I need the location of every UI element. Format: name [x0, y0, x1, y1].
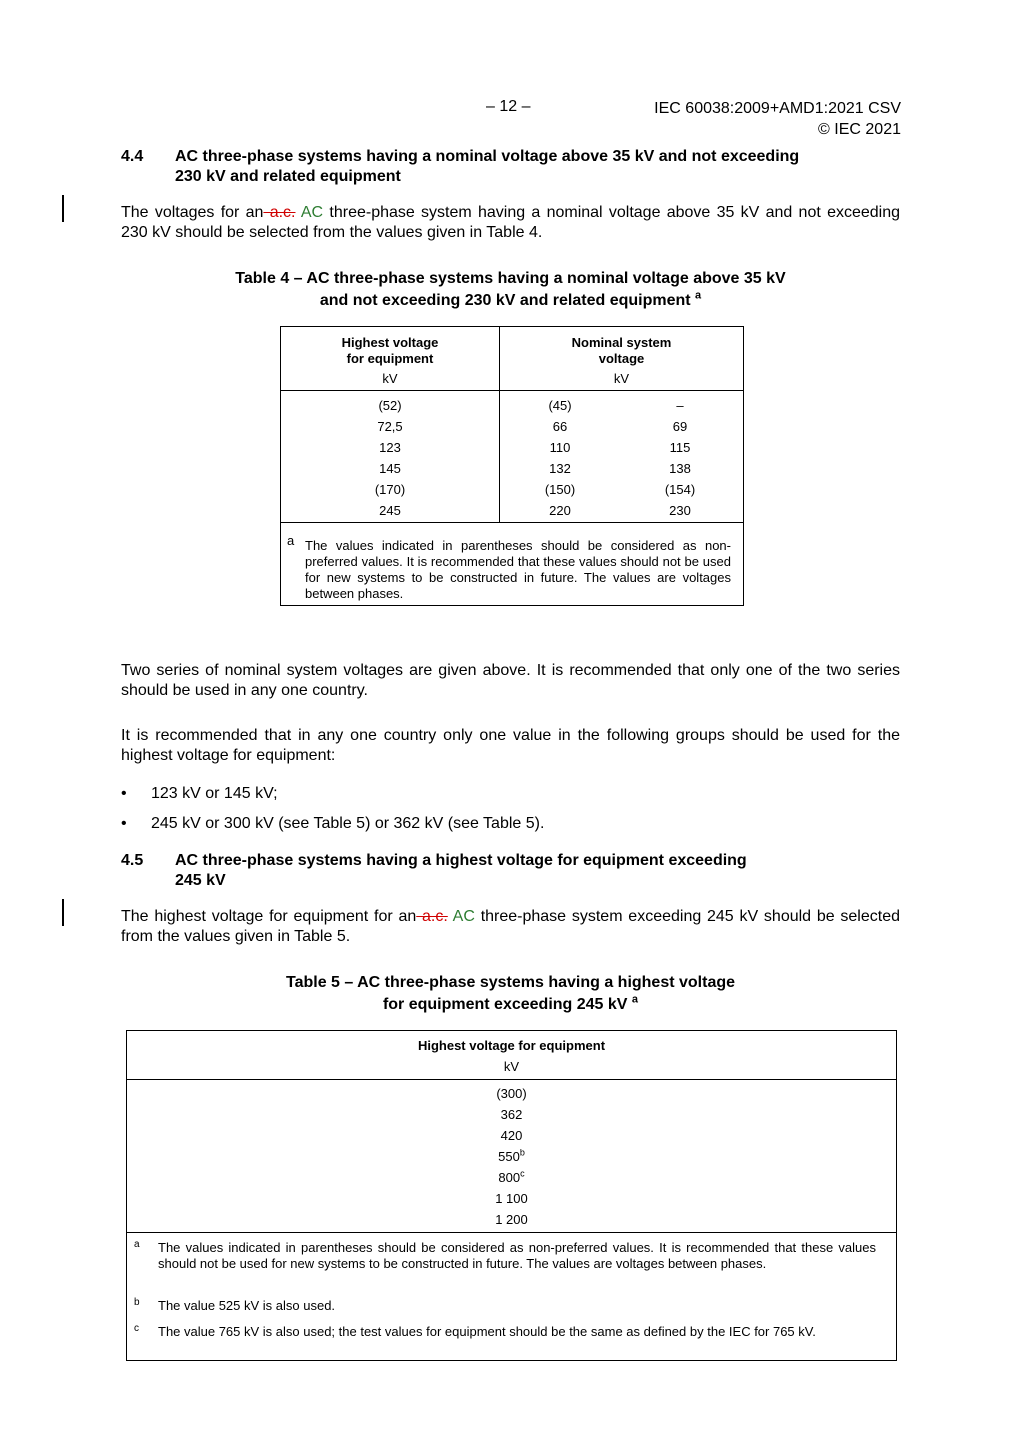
page-number: – 12 – — [486, 98, 531, 115]
table5-caption-line2: for equipment exceeding 245 kV — [382, 996, 628, 1013]
section-number: 4.4 — [121, 148, 144, 165]
table5-cell: 550$^b$ — [498, 1147, 525, 1164]
section-title-line2: 245 kV — [175, 872, 226, 889]
table5-cell: 420 — [500, 1128, 523, 1143]
section-4-5-paragraph: The highest voltage for equipment for an a.c. AC three-phase system exceeding 245 kV should be selected from the values given in Table 5. — [121, 908, 900, 945]
table4-caption — [121, 268, 900, 312]
section-4-4-paragraph: The voltages for an a.c. AC three-phase system having a nominal voltage above 35 kV and not exceeding 230 kV should be selected from the values given in Table 4. — [121, 204, 901, 241]
table4-cell: 132 — [549, 461, 571, 476]
footnote-reference: b — [519, 1147, 525, 1158]
table4-cell: (170) — [374, 482, 406, 497]
table-divider — [281, 390, 743, 391]
table5-footnote-mark: a — [134, 1239, 140, 1250]
deleted-text: a.c. — [416, 908, 448, 925]
table4-cell: 220 — [549, 503, 571, 518]
table-divider — [127, 1232, 896, 1233]
table4-cell: – — [676, 398, 684, 413]
table5-footnote-text: The values indicated in parentheses should be considered as non-preferred values. It is recommended that these values should not be used for new systems to be constructed in future. The values are voltages between phases. — [158, 1240, 876, 1271]
table4-cell: 110 — [549, 440, 571, 455]
table5-caption — [121, 972, 900, 1016]
table5-footnote-mark: b — [134, 1297, 140, 1308]
table4-cell: (52) — [378, 398, 402, 413]
table4-col1-header: Highest voltage for equipment — [341, 335, 439, 366]
change-bar — [62, 195, 64, 222]
table4-cell: 115 — [669, 440, 691, 455]
table4-footnote-text: The values indicated in parentheses should be considered as non-preferred values. It is recommended that these values should not be used for new systems to be constructed in future. The values are voltages between phases. — [305, 538, 731, 601]
table4-col2-header: Nominal system voltage — [571, 335, 672, 366]
table4 — [280, 326, 744, 606]
inserted-text: AC — [447, 908, 475, 925]
table4-caption-line2: and not exceeding 230 kV and related equipment — [319, 292, 691, 309]
table4-cell: 245 — [379, 503, 401, 518]
table4-cell: (45) — [548, 398, 572, 413]
series-paragraph: Two series of nominal system voltages are given above. It is recommended that only one of the two series should be used in any one country. — [121, 662, 900, 699]
table5-footnote-text: The value 765 kV is also used; the test values for equipment should be the same as defined by the IEC for 765 kV. — [158, 1324, 816, 1339]
document-header — [654, 98, 901, 140]
table-divider — [127, 1079, 896, 1080]
section-4-5-heading — [121, 851, 911, 893]
table4-col1-unit: kV — [382, 371, 398, 386]
section-number: 4.5 — [121, 852, 144, 869]
table4-caption-line1: Table 4 – AC three-phase systems having a nominal voltage above 35 kV — [235, 270, 786, 287]
document-id: IEC 60038:2009+AMD1:2021 CSV — [654, 100, 901, 117]
table-divider — [281, 522, 743, 523]
section-4-4-heading — [121, 147, 911, 189]
table5-cell: 1 200 — [495, 1212, 528, 1227]
table4-cell: 69 — [672, 419, 688, 434]
table4-footnote-mark: a — [287, 533, 295, 548]
section-title-line2: 230 kV and related equipment — [175, 168, 401, 185]
table4-caption-note: a — [695, 289, 702, 302]
table5-caption-line1: Table 5 – AC three-phase systems having a highest voltage — [285, 974, 736, 991]
bullet-icon: • — [121, 785, 127, 802]
table4-cell: 138 — [669, 461, 691, 476]
table4-cell: (154) — [664, 482, 696, 497]
table5-cell: 1 100 — [495, 1191, 528, 1206]
table4-col2-unit: kV — [613, 371, 630, 386]
table4-cell: 66 — [552, 419, 568, 434]
groups-paragraph: It is recommended that in any one country only one value in the following groups should be used for the highest voltage for equipment: — [121, 727, 900, 764]
table5-unit: kV — [503, 1059, 520, 1074]
bullet-icon: • — [121, 815, 127, 832]
table5-header: Highest voltage for equipment — [417, 1038, 606, 1053]
table5-cell: 362 — [500, 1107, 523, 1122]
inserted-text: AC — [295, 204, 324, 221]
table5 — [126, 1030, 897, 1361]
table5-cell: 800$^c$ — [498, 1168, 525, 1185]
change-bar — [62, 899, 64, 926]
footnote-reference: c — [520, 1168, 525, 1179]
table5-cell: (300) — [496, 1086, 527, 1101]
table4-cell: 123 — [379, 440, 401, 455]
table5-caption-note: a — [631, 993, 639, 1006]
copyright-notice: © IEC 2021 — [818, 121, 901, 138]
section-title-line1: AC three-phase systems having a nominal voltage above 35 kV and not exceeding — [175, 148, 800, 165]
section-title-line1: AC three-phase systems having a highest voltage for equipment exceeding — [175, 852, 747, 869]
table4-cell: (150) — [544, 482, 576, 497]
table4-cell: 145 — [379, 461, 401, 476]
table5-footnote-mark: c — [134, 1323, 139, 1334]
table4-cell: 72,5 — [377, 419, 403, 434]
table4-cell: 230 — [669, 503, 691, 518]
deleted-text: a.c. — [263, 204, 296, 221]
table5-footnote-text: The value 525 kV is also used. — [158, 1298, 336, 1313]
